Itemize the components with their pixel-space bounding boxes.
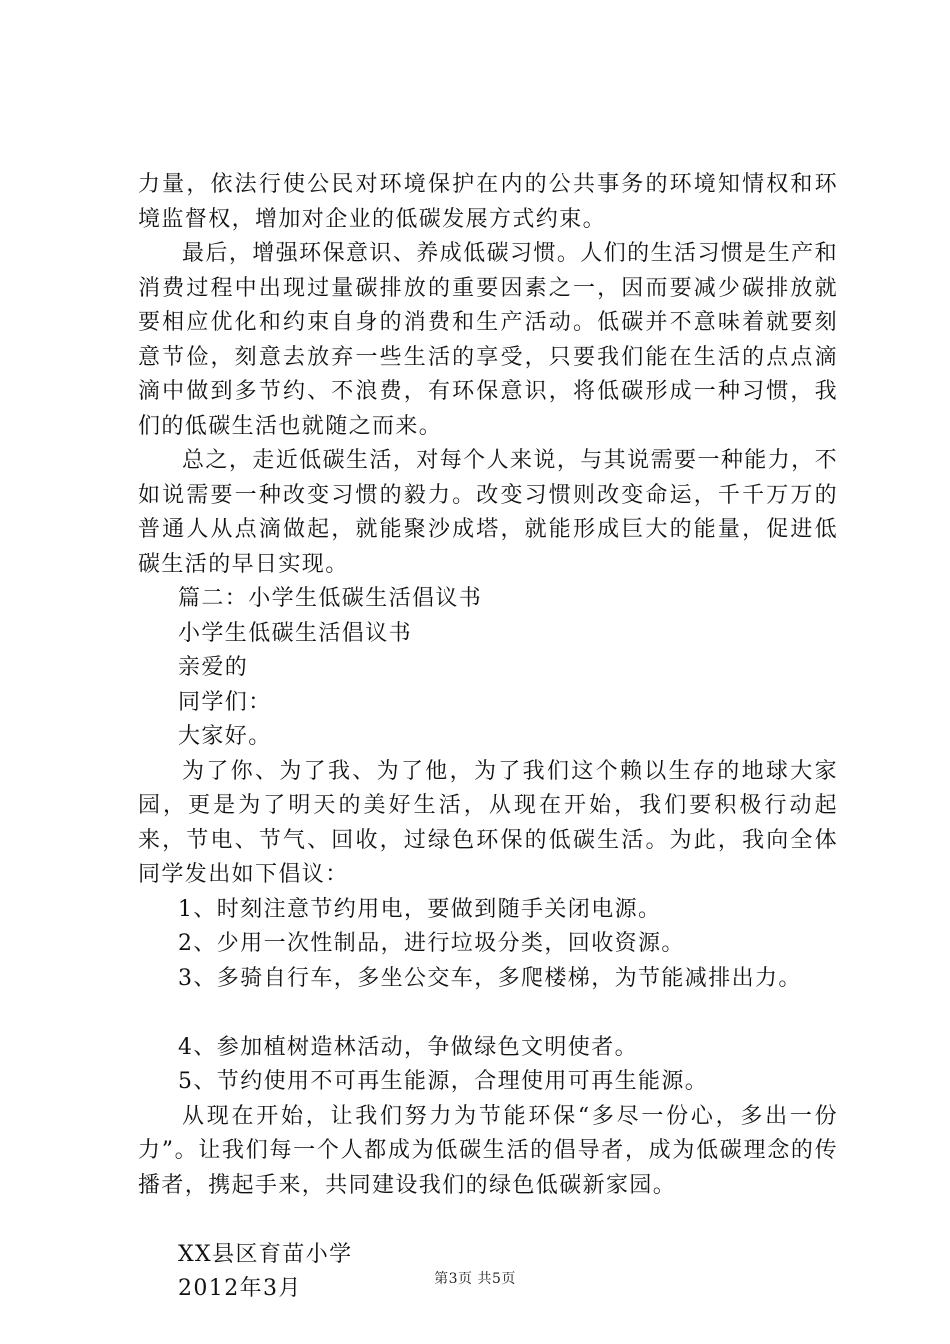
blank-line [138,996,838,1031]
paragraph-continuation: 力量，依法行使公民对环境保护在内的公共事务的环境知情权和环境监督权，增加对企业的低碳发展方式约束。 [138,172,838,232]
page-number: 第3页 共5页 [434,1271,516,1287]
greeting: 大家好。 [178,724,272,749]
paragraph-habits: 最后，增强环保意识、养成低碳习惯。人们的生活习惯是生产和消费过程中出现过量碳排放的重要因素之一，因而要减少碳排放就要相应优化和约束自身的消费和生产活动。低碳并不意味着就要刻意节俭，刻意去放弃一些生活的享受，只要我们能在生活的点点滴滴中做到多节约、不浪费，有环保意识，将低碳形成一种习惯，我们的低碳生活也就随之而来。 [138,241,838,439]
section-heading: 篇二：小学生低碳生活倡议书 [178,586,483,611]
paragraph-closing: 从现在开始，让我们努力为节能环保“多尽一份心，多出一份力”。让我们每一个人都成为低碳生活的倡导者，成为低碳理念的传播者，携起手来，共同建设我们的绿色低碳新家园。 [138,1103,838,1198]
proposal-item-1: 1、时刻注意节约用电，要做到随手关闭电源。 [178,896,662,922]
proposal-item-3: 3、多骑自行车，多坐公交车，多爬楼梯，为节能减排出力。 [178,965,802,991]
proposal-item-2: 2、少用一次性制品，进行垃圾分类，回收资源。 [178,931,685,956]
proposal-item-4: 4、参加植树造林活动，争做绿色文明使者。 [178,1034,638,1060]
paragraph-intro: 为了你、为了我、为了他，为了我们这个赖以生存的地球大家园，更是为了明天的美好生活，从现在开始，我们要积极行动起来，节电、节气、回收，过绿色环保的低碳生活。为此，我向全体同学发出如下倡议： [138,758,838,887]
signature-date: 2012年3月 [178,1276,302,1301]
proposal-title: 小学生低碳生活倡议书 [178,620,413,646]
proposal-item-5: 5、节约使用不可再生能源，合理使用可再生能源。 [178,1069,709,1094]
salutation-line-2: 同学们： [178,689,272,715]
salutation-line-1: 亲爱的 [178,655,249,680]
signature-school: XX县区育苗小学 [178,1241,353,1267]
document-body [138,168,838,1307]
blank-line [138,1203,838,1238]
paragraph-conclusion: 总之，走近低碳生活，对每个人来说，与其说需要一种能力，不如说需要一种改变习惯的毅力。改变习惯则改变命运，千千万万的普通人从点滴做起，就能聚沙成塔，就能形成巨大的能量，促进低碳生活的早日实现。 [138,448,838,577]
